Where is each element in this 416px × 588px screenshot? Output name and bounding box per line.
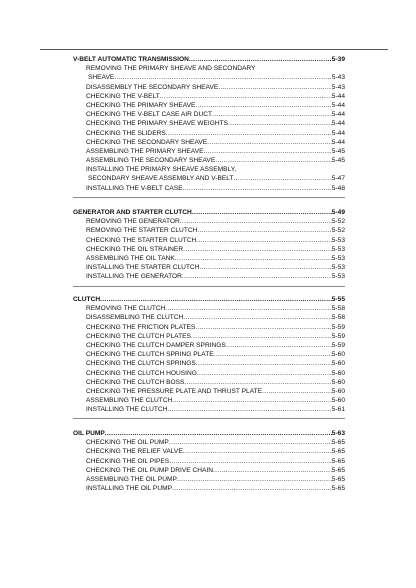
toc-entry[interactable] (73, 101, 345, 110)
dot-leader (183, 245, 332, 254)
toc-entry-label: CHECKING THE PRESSURE PLATE AND THRUST PLATE (86, 387, 262, 395)
toc-entry-label: REMOVING THE PRIMARY SHEAVE AND SECONDARY (86, 65, 256, 73)
toc-section-v-belt (73, 55, 345, 198)
dot-leader (114, 73, 332, 82)
toc-section-heading[interactable] (73, 295, 345, 304)
toc-page-number: 5-59 (331, 332, 345, 340)
dot-leader (167, 405, 331, 414)
toc-entry[interactable] (73, 313, 345, 322)
toc-entry[interactable] (73, 359, 345, 368)
toc-page-number: 5-65 (331, 448, 345, 456)
dot-leader (105, 429, 332, 438)
toc-section-heading[interactable] (73, 55, 345, 64)
toc-page-number: 5-63 (331, 430, 345, 437)
dot-leader (175, 254, 332, 263)
toc-entry-label: CHECKING THE OIL STRAINER (86, 245, 184, 253)
dot-leader (262, 387, 332, 396)
dot-leader (182, 272, 332, 281)
dot-leader (172, 396, 331, 405)
toc-page-number: 5-53 (331, 273, 345, 281)
toc-entry[interactable] (73, 323, 345, 332)
dot-leader (207, 138, 332, 147)
toc-page-number: 5-60 (331, 378, 345, 386)
toc-entry-label: V-BELT AUTOMATIC TRANSMISSION (73, 56, 189, 63)
toc-page-number: 5-53 (331, 254, 345, 262)
toc-entry-label: GENERATOR AND STARTER CLUTCH (73, 209, 192, 216)
toc-page-number: 5-60 (331, 351, 345, 359)
toc-entry[interactable] (73, 165, 345, 174)
toc-page-number: 5-60 (331, 369, 345, 377)
toc-page-number: 5-65 (331, 457, 345, 465)
toc-entry[interactable] (73, 466, 345, 475)
toc-page-number: 5-44 (331, 111, 345, 119)
toc-entry-label: CHECKING THE SECONDARY SHEAVE (86, 138, 208, 146)
dot-leader (195, 323, 331, 332)
dot-leader (213, 466, 332, 475)
dot-leader (183, 313, 331, 322)
toc-section-generator (73, 208, 345, 287)
dot-leader (184, 378, 331, 387)
toc-page-number: 5-59 (331, 341, 345, 349)
dot-leader (196, 359, 332, 368)
dot-leader (218, 83, 332, 92)
toc-page-number: 5-48 (331, 184, 345, 192)
toc-entry[interactable] (73, 254, 345, 263)
dot-leader (197, 369, 332, 378)
dot-leader (169, 457, 332, 466)
toc-entry[interactable] (73, 174, 345, 183)
toc-page-number: 5-58 (331, 305, 345, 313)
toc-page-number: 5-44 (331, 92, 345, 100)
toc-entry-label: INSTALLING THE CLUTCH (86, 406, 168, 414)
toc-entry[interactable] (73, 438, 345, 447)
toc-page-number: 5-49 (331, 209, 345, 216)
toc-entry[interactable] (73, 73, 345, 82)
dot-leader (160, 92, 332, 101)
toc-entry-label: CHECKING THE CLUTCH BOSS (86, 378, 185, 386)
toc-entry[interactable] (73, 457, 345, 466)
dot-leader (189, 55, 332, 64)
toc-page-number: 5-44 (331, 138, 345, 146)
toc-entry-label: REMOVING THE CLUTCH (86, 305, 166, 313)
dot-leader (183, 447, 332, 456)
toc-entry[interactable] (73, 475, 345, 484)
dot-leader (100, 295, 332, 304)
toc-entry[interactable] (73, 110, 345, 119)
toc-page-number: 5-44 (331, 120, 345, 128)
toc-page-number: 5-65 (331, 439, 345, 447)
toc-page-number: 5-53 (331, 245, 345, 253)
toc-entry-label: CHECKING THE CLUTCH SPRINGS (86, 360, 196, 368)
toc-entry-label: CHECKING THE V-BELT CASE AIR DUCT (86, 111, 213, 119)
toc-entry-label: REMOVING THE STARTER CLUTCH (86, 227, 198, 235)
dot-leader (165, 304, 331, 313)
top-rule (40, 49, 388, 50)
toc-entry-label: CHECKING THE PRIMARY SHEAVE WEIGHTS (86, 120, 229, 128)
toc-entry-label: INSTALLING THE STARTER CLUTCH (86, 264, 200, 272)
toc-entry-label: DISASSEMBLY THE SECONDARY SHEAVE (86, 83, 219, 91)
toc-entry[interactable] (73, 350, 345, 359)
dot-leader (215, 156, 332, 165)
toc-entry[interactable] (73, 129, 345, 138)
toc-entry-label: CHECKING THE OIL PUMP DRIVE CHAIN (86, 466, 214, 474)
dot-leader (192, 208, 332, 217)
toc-entry-label: CHECKING THE CLUTCH PLATES (86, 332, 191, 340)
toc-entry[interactable] (73, 92, 345, 101)
toc-entry-label: INSTALLING THE PRIMARY SHEAVE ASSEMBLY, (86, 166, 237, 174)
section-divider (73, 418, 345, 419)
toc-entry[interactable] (73, 83, 345, 92)
toc-entry[interactable] (73, 369, 345, 378)
toc-entry-label: CHECKING THE CLUTCH DAMPER SPRINGS (86, 341, 226, 349)
toc-entry-label: INSTALLING THE OIL PUMP (86, 485, 172, 493)
toc-page-number: 5-52 (331, 218, 345, 226)
toc-entry-label: ASSEMBLING THE OIL TANK (86, 254, 175, 262)
toc-entry-label: ASSEMBLING THE SECONDARY SHEAVE (86, 157, 216, 165)
toc-entry[interactable] (73, 272, 345, 281)
toc-entry-label: SHEAVE (88, 74, 115, 82)
dot-leader (199, 263, 331, 272)
toc-page-number: 5-44 (331, 129, 345, 137)
toc-entry[interactable] (73, 245, 345, 254)
toc-entry[interactable] (73, 217, 345, 226)
toc-entry[interactable] (73, 138, 345, 147)
toc-entry[interactable] (73, 226, 345, 235)
toc-entry[interactable] (73, 236, 345, 245)
toc-entry-label: CHECKING THE OIL PUMP (86, 439, 169, 447)
dot-leader (212, 110, 332, 119)
dot-leader (169, 438, 332, 447)
toc-page-number: 5-55 (331, 296, 345, 303)
toc-entry[interactable] (73, 184, 345, 193)
toc-page-number: 5-43 (331, 74, 345, 82)
toc-page-number: 5-65 (331, 466, 345, 474)
toc-page-number: 5-60 (331, 397, 345, 405)
toc-section-heading[interactable] (73, 208, 345, 217)
toc-entry-label: CHECKING THE STARTER CLUTCH (86, 236, 197, 244)
toc-entry-label: ASSEMBLING THE CLUTCH (86, 397, 173, 405)
toc-entry-label: CLUTCH (73, 296, 101, 303)
toc-entry-label: CHECKING THE FRICTION PLATES (86, 323, 196, 331)
toc-entry-label: REMOVING THE GENERATOR (86, 218, 180, 226)
toc-page-number: 5-39 (331, 56, 345, 63)
toc-entry[interactable] (73, 378, 345, 387)
toc-entry-label: CHECKING THE SLIDERS (86, 129, 166, 137)
toc-entry[interactable] (73, 64, 345, 73)
toc-entry[interactable] (73, 119, 345, 128)
toc-entry-label: CHECKING THE V-BELT (86, 92, 160, 100)
dot-leader (204, 147, 332, 156)
toc-section-clutch (73, 295, 345, 419)
dot-leader (196, 236, 332, 245)
toc-entry-label: ASSEMBLING THE PRIMARY SHEAVE (86, 147, 204, 155)
toc-entry-label: OIL PUMP (73, 430, 105, 437)
toc-page-number: 5-65 (331, 485, 345, 493)
dot-leader (191, 332, 332, 341)
toc-entry[interactable] (73, 484, 345, 493)
toc-entry-label: CHECKING THE CLUTCH HOUSING (86, 369, 197, 377)
toc-page-number: 5-44 (331, 101, 345, 109)
toc-page-number: 5-58 (331, 314, 345, 322)
toc-entry-label: CHECKING THE PRIMARY SHEAVE (86, 101, 196, 109)
toc-section-oil-pump (73, 429, 345, 493)
section-divider (73, 197, 345, 198)
toc-entry[interactable] (73, 341, 345, 350)
dot-leader (214, 350, 332, 359)
toc-entry-label: SECONDARY SHEAVE ASSEMBLY AND V-BELT (88, 175, 234, 183)
toc-page-number: 5-45 (331, 157, 345, 165)
toc-entry-label: ASSEMBLING THE OIL PUMP (86, 475, 177, 483)
dot-leader (228, 119, 332, 128)
toc-entry[interactable] (73, 147, 345, 156)
toc-section-heading[interactable] (73, 429, 345, 438)
toc-entry[interactable] (73, 396, 345, 405)
toc-entry[interactable] (73, 447, 345, 456)
toc-page-number: 5-45 (331, 147, 345, 155)
toc-page-number: 5-43 (331, 83, 345, 91)
toc-entry[interactable] (73, 263, 345, 272)
toc-entry[interactable] (73, 332, 345, 341)
dot-leader (197, 226, 331, 235)
dot-leader (233, 174, 331, 183)
toc-entry-label: DISASSEMBLING THE CLUTCH (86, 314, 184, 322)
toc-entry-label: CHECKING THE CLUTCH SPRING PLATE (86, 351, 214, 359)
toc-entry[interactable] (73, 156, 345, 165)
toc-page-number: 5-61 (331, 406, 345, 414)
toc-entry-label: CHECKING THE RELIEF VALVE (86, 448, 183, 456)
dot-leader (172, 484, 332, 493)
toc-page-number: 5-52 (331, 227, 345, 235)
toc-page-number: 5-60 (331, 387, 345, 395)
dot-leader (183, 184, 332, 193)
toc-page-number: 5-65 (331, 475, 345, 483)
section-divider (73, 286, 345, 287)
toc-entry[interactable] (73, 304, 345, 313)
toc-entry-label: INSTALLING THE V-BELT CASE (86, 184, 183, 192)
toc-page-number: 5-60 (331, 360, 345, 368)
toc-entry-label: CHECKING THE OIL PIPES (86, 457, 170, 465)
toc-entry-label: INSTALLING THE GENERATOR (86, 273, 182, 281)
dot-leader (195, 101, 331, 110)
dot-leader (180, 217, 332, 226)
toc-entry[interactable] (73, 387, 345, 396)
toc-page-number: 5-59 (331, 323, 345, 331)
dot-leader (177, 475, 332, 484)
dot-leader (166, 129, 332, 138)
toc-entry[interactable] (73, 405, 345, 414)
dot-leader (226, 341, 332, 350)
toc-page-number: 5-47 (331, 175, 345, 183)
toc-page-number: 5-53 (331, 264, 345, 272)
toc-page-number: 5-53 (331, 236, 345, 244)
